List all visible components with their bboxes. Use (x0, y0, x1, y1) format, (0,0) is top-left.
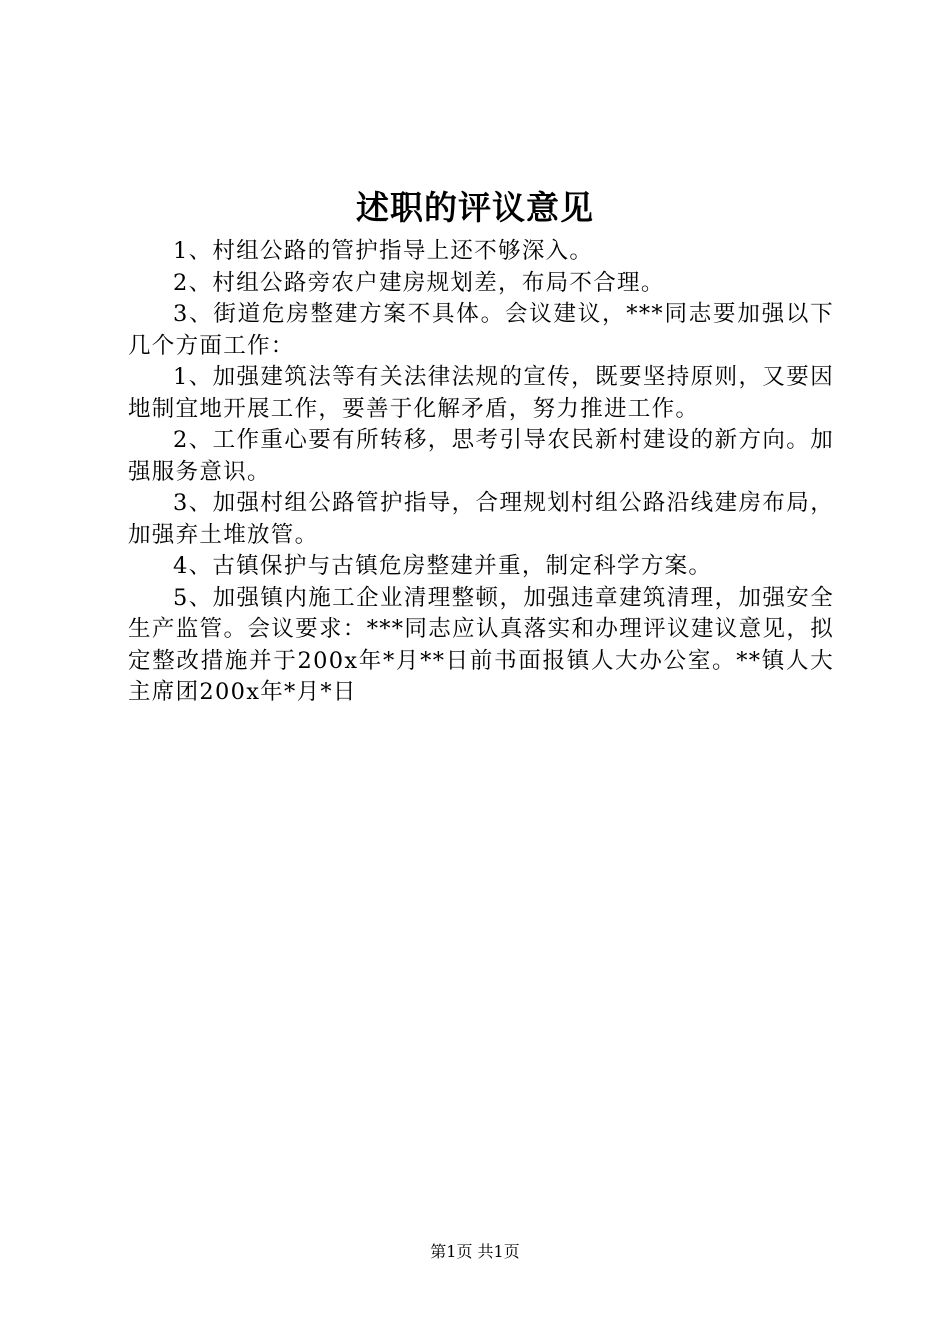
document-title: 述职的评议意见 (356, 188, 594, 227)
paragraph-3: 3、街道危房整建方案不具体。会议建议，***同志要加强以下几个方面工作： (128, 301, 834, 359)
paragraph-1: 1、村组公路的管护指导上还不够深入。 (173, 238, 594, 264)
paragraph-6: 3、加强村组公路管护指导，合理规划村组公路沿线建房布局，加强弃土堆放管。 (128, 490, 834, 548)
paragraph-2: 2、村组公路旁农户建房规划差，布局不合理。 (173, 269, 665, 296)
document-body (128, 236, 834, 709)
paragraph-8: 5、加强镇内施工企业清理整顿，加强违章建筑清理，加强安全生产监管。会议要求：***同志应认真落实和办理评议建议意见，拟定整改措施并于200x年*月**日前书面报镇人大办公室。**镇人大主席团200x年*月*日 (128, 584, 834, 705)
paragraph-5: 2、工作重心要有所转移，思考引导农民新村建设的新方向。加强服务意识。 (128, 427, 834, 485)
page-number-footer: 第1页 共1页 (430, 1242, 520, 1261)
paragraph-4: 1、加强建筑法等有关法律法规的宣传，既要坚持原则，又要因地制宜地开展工作，要善于化解矛盾，努力推进工作。 (128, 364, 834, 422)
paragraph-7: 4、古镇保护与古镇危房整建并重，制定科学方案。 (173, 553, 713, 579)
